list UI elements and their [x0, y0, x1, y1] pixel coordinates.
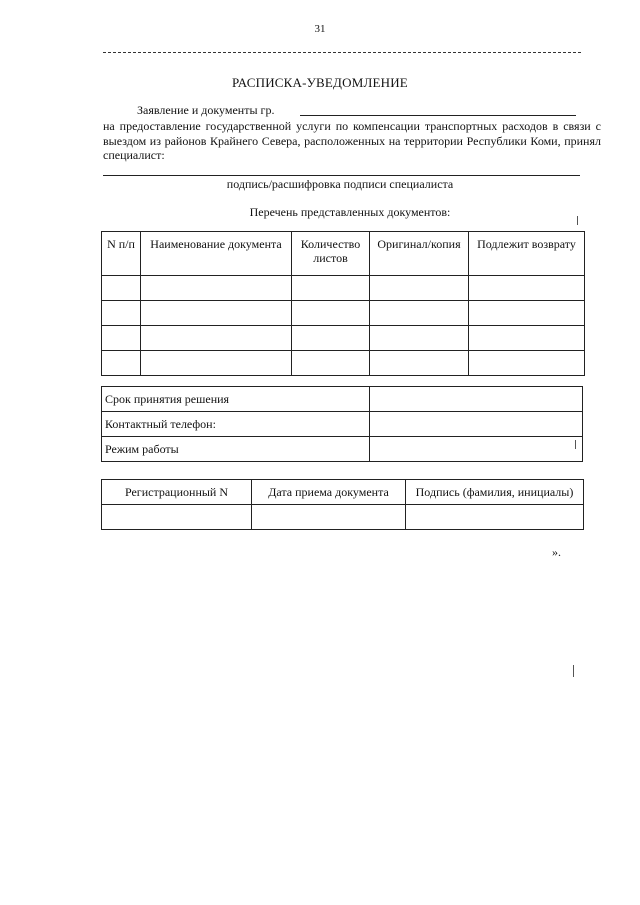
cell-to-be-returned[interactable]: [469, 301, 585, 326]
col-header-to-be-returned: Подлежит возврату: [469, 232, 585, 276]
table-row: [102, 437, 583, 462]
cell-number[interactable]: [102, 351, 141, 376]
specialist-signature-line[interactable]: [103, 175, 580, 176]
document-title: РАСПИСКА-УВЕДОМЛЕНИЕ: [232, 75, 408, 90]
page-number: 31: [314, 23, 326, 35]
cell-document-name[interactable]: [141, 301, 292, 326]
working-hours-label: Режим работы: [102, 437, 370, 462]
scan-mark: [575, 440, 576, 449]
cell-number[interactable]: [102, 276, 141, 301]
col-header-number: N п/п: [102, 232, 141, 276]
cell-number[interactable]: [102, 301, 141, 326]
cell-to-be-returned[interactable]: [469, 326, 585, 351]
cell-sheet-count[interactable]: [292, 276, 370, 301]
scan-mark: [573, 665, 574, 677]
cell-to-be-returned[interactable]: [469, 351, 585, 376]
cell-original-copy[interactable]: [370, 326, 469, 351]
table-row: [102, 351, 585, 376]
scan-mark: [577, 216, 578, 225]
table-row: [102, 505, 584, 530]
cell-sheet-count[interactable]: [292, 326, 370, 351]
contact-phone-value[interactable]: [370, 412, 583, 437]
col-header-registration-number: Регистрационный N: [102, 480, 252, 505]
cell-sheet-count[interactable]: [292, 301, 370, 326]
cell-number[interactable]: [102, 326, 141, 351]
table-row: [102, 301, 585, 326]
cell-document-name[interactable]: [141, 351, 292, 376]
decision-deadline-label: Срок принятия решения: [102, 387, 370, 412]
documents-table-header: [102, 232, 585, 276]
documents-list-title: Перечень представленных документов:: [249, 205, 451, 219]
intro-line: Заявление и документы гр.: [137, 103, 275, 117]
table-row: [102, 276, 585, 301]
table-row: [102, 326, 585, 351]
cell-receipt-date[interactable]: [252, 505, 406, 530]
signature-caption: подпись/расшифровка подписи специалиста: [226, 177, 454, 191]
cell-signature[interactable]: [406, 505, 584, 530]
col-header-original-copy: Оригинал/копия: [370, 232, 469, 276]
table-row: [102, 387, 583, 412]
cell-original-copy[interactable]: [370, 351, 469, 376]
registration-table-header: [102, 480, 584, 505]
top-dashed-rule: [103, 52, 581, 53]
cell-original-copy[interactable]: [370, 301, 469, 326]
cell-document-name[interactable]: [141, 326, 292, 351]
contact-phone-label: Контактный телефон:: [102, 412, 370, 437]
col-header-sheet-count: Количество листов: [292, 232, 370, 276]
table-row: [102, 412, 583, 437]
col-header-signature: Подпись (фамилия, инициалы): [406, 480, 584, 505]
decision-deadline-value[interactable]: [370, 387, 583, 412]
col-header-document-name: Наименование документа: [141, 232, 292, 276]
col-header-receipt-date: Дата приема документа: [252, 480, 406, 505]
cell-registration-number[interactable]: [102, 505, 252, 530]
working-hours-value[interactable]: [370, 437, 583, 462]
registration-table: [101, 479, 584, 530]
cell-to-be-returned[interactable]: [469, 276, 585, 301]
cell-original-copy[interactable]: [370, 276, 469, 301]
intro-paragraph: на предоставление государственной услуги по компенсации транспортных расходов в связи с выездом из районов Крайнего Севера, расположенных на территории Республики Коми, принял специалист:: [103, 119, 601, 162]
closing-quote: ».: [552, 545, 561, 559]
cell-document-name[interactable]: [141, 276, 292, 301]
info-table: [101, 386, 583, 462]
applicant-name-blank[interactable]: [300, 115, 576, 116]
cell-sheet-count[interactable]: [292, 351, 370, 376]
documents-table: [101, 231, 585, 376]
